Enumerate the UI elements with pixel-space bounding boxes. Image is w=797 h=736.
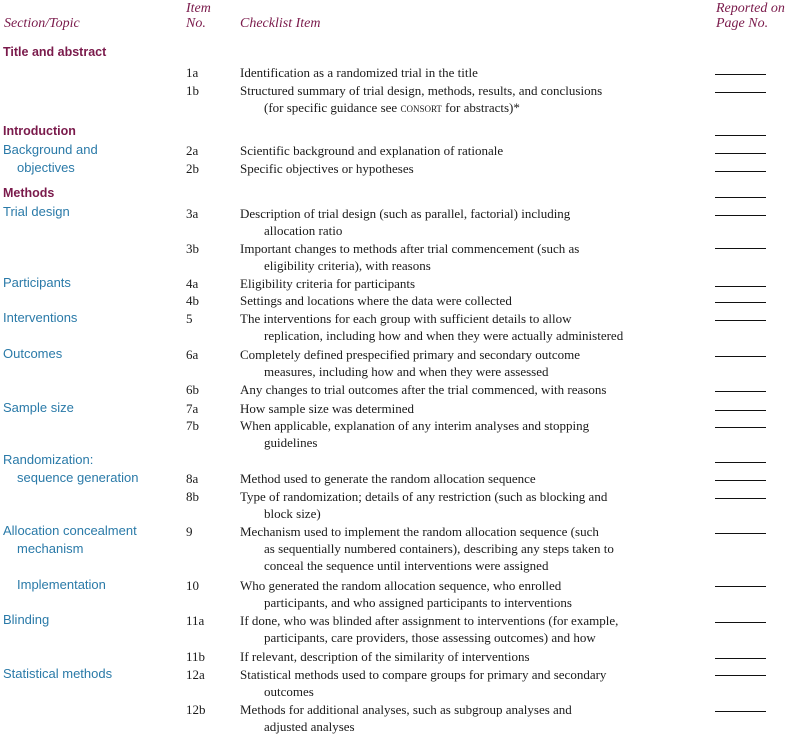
topic-blinding: Blinding: [3, 612, 50, 627]
checklist-text: Any changes to trial outcomes after the trial commenced, with reasons: [240, 382, 607, 397]
checklist-text-continued: outcomes: [264, 684, 314, 699]
topic-background-line2: objectives: [17, 160, 75, 175]
topic-implementation: Implementation: [17, 577, 106, 592]
header-reported-line1: Reported on: [716, 1, 785, 16]
page-number-blank-randomization[interactable]: [715, 462, 766, 463]
checklist-text-continued: measures, including how and when they were assessed: [264, 364, 549, 379]
checklist-text-continued: [264, 99, 520, 116]
header-checklist-item: Checklist Item: [240, 16, 321, 31]
item-number: 2b: [186, 161, 199, 176]
item-number: 5: [186, 311, 193, 326]
page-number-blank-11b[interactable]: [715, 658, 766, 659]
item-number: 6a: [186, 347, 199, 362]
item-number: 1a: [186, 65, 199, 80]
page-number-blank-4b[interactable]: [715, 302, 766, 303]
checklist-text: Identification as a randomized trial in the title: [240, 65, 478, 80]
checklist-text-continued: guidelines: [264, 435, 318, 450]
page-number-blank-12a[interactable]: [715, 675, 766, 676]
page-number-blank-intro[interactable]: [715, 135, 766, 136]
item-number: 3a: [186, 206, 199, 221]
checklist-text-continued: conceal the sequence until interventions were assigned: [264, 558, 549, 573]
checklist-text: Who generated the random allocation sequence, who enrolled: [240, 578, 562, 593]
checklist-text: Structured summary of trial design, methods, results, and conclusions: [240, 83, 603, 98]
checklist-text: Mechanism used to implement the random allocation sequence (such: [240, 524, 599, 539]
item-number: 4b: [186, 293, 199, 308]
page-number-blank-5[interactable]: [715, 320, 766, 321]
checklist-text-continued: adjusted analyses: [264, 719, 355, 734]
page-number-blank-2b[interactable]: [715, 171, 766, 172]
header-section-topic: Section/Topic: [4, 16, 80, 31]
checklist-text-fragment: for abstracts)*: [441, 100, 520, 115]
page-number-blank-3b[interactable]: [715, 248, 766, 249]
topic-randomization-line2: sequence generation: [17, 470, 139, 485]
page-number-blank-7a[interactable]: [715, 410, 766, 411]
checklist-text: Methods for additional analyses, such as subgroup analyses and: [240, 702, 572, 717]
page-number-blank-7b[interactable]: [715, 427, 766, 428]
item-number: 12a: [186, 667, 205, 682]
checklist-text: Important changes to methods after trial commencement (such as: [240, 241, 580, 256]
page-number-blank-11a[interactable]: [715, 622, 766, 623]
page-number-blank-12b[interactable]: [715, 711, 766, 712]
checklist-text: Specific objectives or hypotheses: [240, 161, 414, 176]
page-number-blank-2a[interactable]: [715, 153, 766, 154]
item-number: 10: [186, 578, 199, 593]
item-number: 11a: [186, 613, 205, 628]
checklist-text: Type of randomization; details of any restriction (such as blocking and: [240, 489, 608, 504]
checklist-text: Settings and locations where the data were collected: [240, 293, 512, 308]
item-number: 7a: [186, 401, 199, 416]
page-number-blank-8b[interactable]: [715, 498, 766, 499]
page-number-blank-6a[interactable]: [715, 356, 766, 357]
topic-outcomes: Outcomes: [3, 346, 63, 361]
page-number-blank-8a[interactable]: [715, 480, 766, 481]
item-number: 7b: [186, 418, 199, 433]
page-number-blank-10[interactable]: [715, 586, 766, 587]
checklist-text: Method used to generate the random allocation sequence: [240, 471, 536, 486]
checklist-text-continued: eligibility criteria), with reasons: [264, 258, 431, 273]
item-number: 11b: [186, 649, 206, 664]
consort-reference: consort: [400, 100, 442, 115]
checklist-text-continued: allocation ratio: [264, 223, 343, 238]
checklist-text-continued: participants, care providers, those assessing outcomes) and how: [264, 630, 596, 645]
header-item-no-line2: No.: [186, 16, 206, 31]
page-number-blank-1b[interactable]: [715, 92, 766, 93]
header-item-no-line1: Item: [186, 1, 211, 16]
topic-background-line1: Background and: [3, 142, 98, 157]
topic-trial-design: Trial design: [3, 204, 70, 219]
topic-allocation-line2: mechanism: [17, 541, 84, 556]
item-number: 9: [186, 524, 193, 539]
topic-interventions: Interventions: [3, 310, 78, 325]
checklist-text-continued: replication, including how and when they were actually administered: [264, 328, 624, 343]
topic-participants: Participants: [3, 275, 71, 290]
checklist-text: Scientific background and explanation of rationale: [240, 143, 504, 158]
header-reported-line2: Page No.: [716, 16, 769, 31]
item-number: 2a: [186, 143, 199, 158]
topic-statistical-methods: Statistical methods: [3, 666, 113, 681]
topic-sample-size: Sample size: [3, 400, 74, 415]
page-number-blank-6b[interactable]: [715, 391, 766, 392]
item-number: 1b: [186, 83, 199, 98]
page-number-blank-3a[interactable]: [715, 215, 766, 216]
section-introduction: Introduction: [3, 124, 76, 138]
checklist-text: If relevant, description of the similarity of interventions: [240, 649, 530, 664]
topic-allocation-line1: Allocation concealment: [3, 523, 137, 538]
topic-randomization-line1: Randomization:: [3, 452, 94, 467]
section-methods: Methods: [3, 186, 55, 200]
item-number: 6b: [186, 382, 199, 397]
item-number: 8a: [186, 471, 199, 486]
item-number: 8b: [186, 489, 199, 504]
checklist-text: The interventions for each group with sufficient details to allow: [240, 311, 572, 326]
page-number-blank-4a[interactable]: [715, 286, 766, 287]
page-number-blank-methods[interactable]: [715, 197, 766, 198]
item-number: 3b: [186, 241, 199, 256]
checklist-text-continued: block size): [264, 506, 321, 521]
checklist-text: If done, who was blinded after assignment to interventions (for example,: [240, 613, 619, 628]
section-title-abstract: Title and abstract: [3, 45, 107, 59]
checklist-text-continued: as sequentially numbered containers), describing any steps taken to: [264, 541, 614, 556]
page-number-blank-9[interactable]: [715, 533, 766, 534]
checklist-text: How sample size was determined: [240, 401, 415, 416]
checklist-text: Statistical methods used to compare groups for primary and secondary: [240, 667, 607, 682]
checklist-text: Eligibility criteria for participants: [240, 276, 416, 291]
item-number: 12b: [186, 702, 206, 717]
checklist-text-continued: participants, and who assigned participants to interventions: [264, 595, 572, 610]
checklist-text: When applicable, explanation of any interim analyses and stopping: [240, 418, 590, 433]
page-number-blank-1a[interactable]: [715, 74, 766, 75]
item-number: 4a: [186, 276, 199, 291]
checklist-text: Completely defined prespecified primary and secondary outcome: [240, 347, 581, 362]
checklist-text: Description of trial design (such as parallel, factorial) including: [240, 206, 571, 221]
checklist-text-fragment: (for specific guidance see: [264, 100, 401, 115]
